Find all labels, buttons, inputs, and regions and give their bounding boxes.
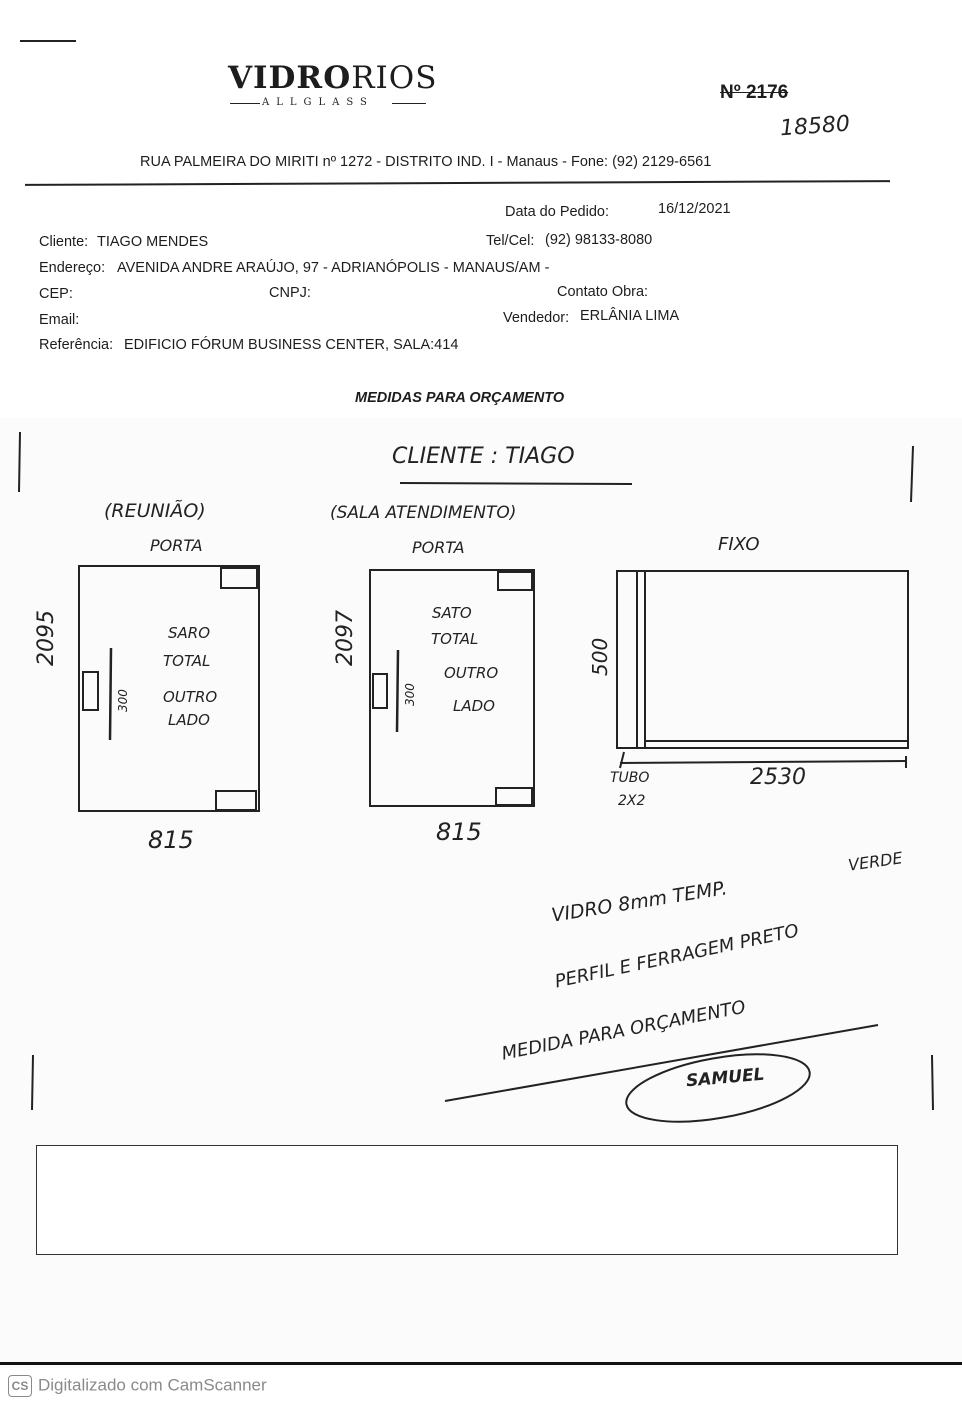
camscanner-footer: [8, 1375, 267, 1397]
cep-label: CEP:: [39, 286, 73, 302]
door1-note-4: LADO: [168, 711, 210, 729]
note-line-2: PERFIL E FERRAGEM PRETO: [553, 920, 801, 993]
door1-handle-size: 300: [116, 689, 130, 712]
footer-text: Digitalizado com CamScanner: [38, 1375, 267, 1395]
logo-light: RIOS: [351, 60, 438, 96]
date-label: Data do Pedido:: [505, 204, 609, 220]
door1-note-1: SARO: [168, 624, 211, 642]
order-number-struck: Nº 2176: [720, 82, 789, 103]
order-number-handwritten: 18580: [779, 111, 851, 142]
signature: SAMUEL: [685, 1064, 766, 1092]
door2-label: PORTA: [412, 538, 465, 557]
company-address: RUA PALMEIRA DO MIRITI nº 1272 - DISTRITO IND. I - Manaus - Fone: (92) 2129-6561: [140, 154, 712, 170]
client-name-value: TIAGO MENDES: [97, 234, 209, 250]
door1-lock: [83, 672, 98, 710]
seller-label: Vendedor:: [503, 310, 570, 326]
client-address-label: Endereço:: [39, 260, 106, 276]
margin-mark: [19, 432, 20, 492]
door1-height: 2095: [34, 610, 59, 666]
note-line-1: VIDRO 8mm TEMP.: [550, 877, 729, 927]
door1-handle: [110, 648, 111, 740]
door1-note-2: TOTAL: [163, 652, 211, 670]
reference-value: EDIFICIO FÓRUM BUSINESS CENTER, SALA:414: [124, 337, 459, 353]
client-line: CLIENTE : TIAGO: [392, 444, 575, 469]
margin-mark: [32, 1055, 33, 1110]
door2-title: (SALA ATENDIMENTO): [330, 503, 517, 523]
fixed-dimension-tick: [620, 752, 624, 768]
client-address-value: AVENIDA ANDRE ARAÚJO, 97 - ADRIANÓPOLIS - MANAUS/AM -: [117, 260, 550, 276]
date-value: 16/12/2021: [658, 201, 731, 217]
door1-hinge-top: [221, 568, 257, 588]
door2-handle: [397, 650, 398, 732]
scan-bottom-edge: [0, 1362, 962, 1365]
contact-label: Contato Obra:: [557, 284, 649, 300]
logo-subtitle: ALLGLASS: [262, 97, 374, 108]
email-label: Email:: [39, 312, 80, 328]
door1-width: 815: [148, 826, 194, 854]
door2-hinge-bottom: [496, 788, 532, 805]
reference-label: Referência:: [39, 337, 114, 353]
door2-height: 2097: [333, 610, 358, 666]
camscanner-logo-icon: CS: [8, 1375, 32, 1397]
seller-value: ERLÂNIA LIMA: [580, 308, 680, 324]
fixed-frame: [617, 571, 908, 748]
tube-size: 2X2: [618, 793, 646, 809]
notes-box: [36, 1145, 898, 1255]
door2-note-2: TOTAL: [431, 630, 479, 648]
door1-note-3: OUTRO: [163, 688, 218, 706]
door2-note-4: LADO: [453, 697, 495, 715]
fixed-height: 500: [588, 637, 612, 676]
door1-hinge-bottom: [216, 791, 256, 810]
door1-title: (REUNIÃO): [104, 500, 206, 522]
client-underline: [400, 483, 632, 484]
fixed-width: 2530: [750, 765, 806, 790]
door2-handle-size: 300: [403, 683, 417, 706]
cnpj-label: CNPJ:: [269, 285, 311, 301]
fixed-label: FIXO: [718, 534, 760, 555]
note-line-3: MEDIDA PARA ORÇAMENTO: [500, 996, 748, 1065]
logo-bold: VIDRO: [228, 60, 352, 96]
tube-label: TUBO: [610, 770, 650, 786]
client-phone-value: (92) 98133-8080: [545, 232, 653, 248]
door2-lock: [373, 674, 387, 708]
door2-width: 815: [436, 818, 482, 846]
margin-mark: [911, 446, 913, 502]
door1-label: PORTA: [150, 536, 203, 555]
fixed-dimension-line: [620, 761, 907, 763]
note-line-1-extra: VERDE: [846, 848, 904, 875]
door2-note-3: OUTRO: [444, 664, 499, 682]
margin-mark: [932, 1055, 933, 1110]
door2-note-1: SATO: [432, 604, 472, 622]
section-title: MEDIDAS PARA ORÇAMENTO: [355, 390, 565, 406]
client-phone-label: Tel/Cel:: [486, 233, 535, 249]
client-name-label: Cliente:: [39, 234, 89, 250]
door2-hinge-top: [498, 572, 532, 590]
